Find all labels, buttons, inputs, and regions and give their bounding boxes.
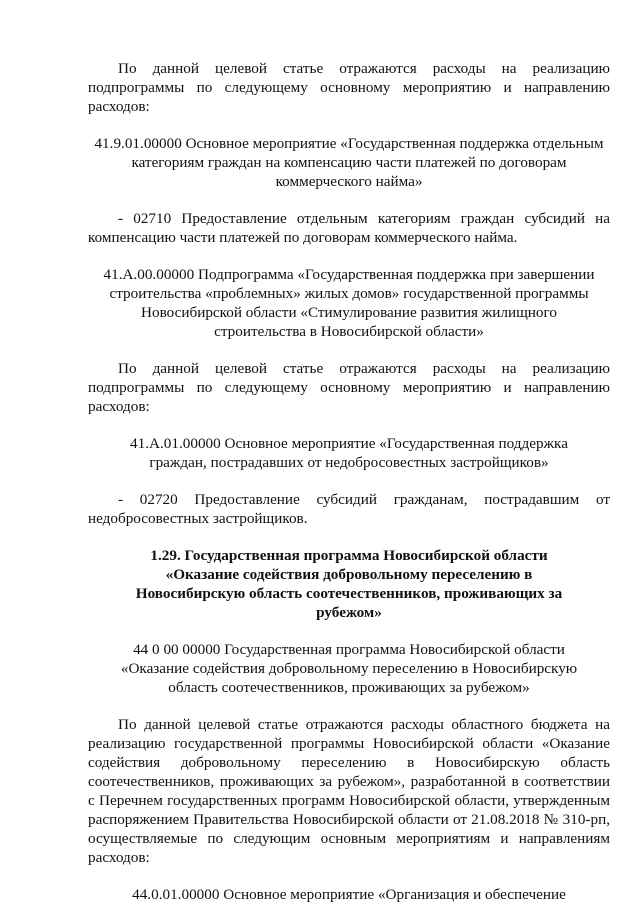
section-title-1-29: 1.29. Государственная программа Новосибирской области «Оказание содействия добровольному переселению в Новосибирскую область соотечественников, проживающих за рубежом» — [135, 547, 563, 621]
heading-main-activity-41-A-01: 41.А.01.00000 Основное мероприятие «Государственная поддержка граждан, пострадавших от недобросовестных застройщиков» — [130, 435, 568, 471]
paragraph-expense-02720: - 02720 Предоставление субсидий гражданам, пострадавшим от недобросовестных застройщиков. — [88, 491, 610, 527]
paragraph-program-44-description: По данной целевой статье отражаются расходы областного бюджета на реализацию государственной программы Новосибирской области «Оказание содействия добровольному переселению в Новосибирскую область соотечественников, проживающих за рубежом», разработанной в соответствии с Перечнем государственных программ Новосибирской области, утвержденным распоряжением Правительства Новосибирской области от 21.08.2018 № 310-рп, осуществляемые по следующим основным мероприятиям и направлениям расходов: — [88, 716, 610, 866]
paragraph-expense-02710: - 02710 Предоставление отдельным категориям граждан субсидий на компенсацию части платежей по договорам коммерческого найма. — [88, 210, 610, 246]
heading-main-activity-41-9-01: 41.9.01.00000 Основное мероприятие «Государственная поддержка отдельным категориям граждан на компенсацию части платежей по договорам коммерческого найма» — [94, 135, 604, 190]
paragraph-intro-subprogram-2: По данной целевой статье отражаются расходы на реализацию подпрограммы по следующему основному мероприятию и направлению расходов: — [88, 360, 610, 415]
paragraph-intro-subprogram: По данной целевой статье отражаются расходы на реализацию подпрограммы по следующему основному мероприятию и направлению расходов: — [88, 60, 610, 115]
document-page — [88, 59, 610, 904]
heading-subprogram-41-A: 41.А.00.00000 Подпрограмма «Государственная поддержка при завершении строительства «проблемных» жилых домов» государственной программы Новосибирской области «Стимулирование развития жилищного строительства в Новосибирской области» — [103, 266, 595, 340]
heading-program-44: 44 0 00 00000 Государственная программа Новосибирской области «Оказание содействия добровольному переселению в Новосибирскую область соотечественников, проживающих за рубежом» — [120, 641, 578, 696]
heading-main-activity-44-0-01: 44.0.01.00000 Основное мероприятие «Организация и обеспечение — [132, 886, 566, 903]
